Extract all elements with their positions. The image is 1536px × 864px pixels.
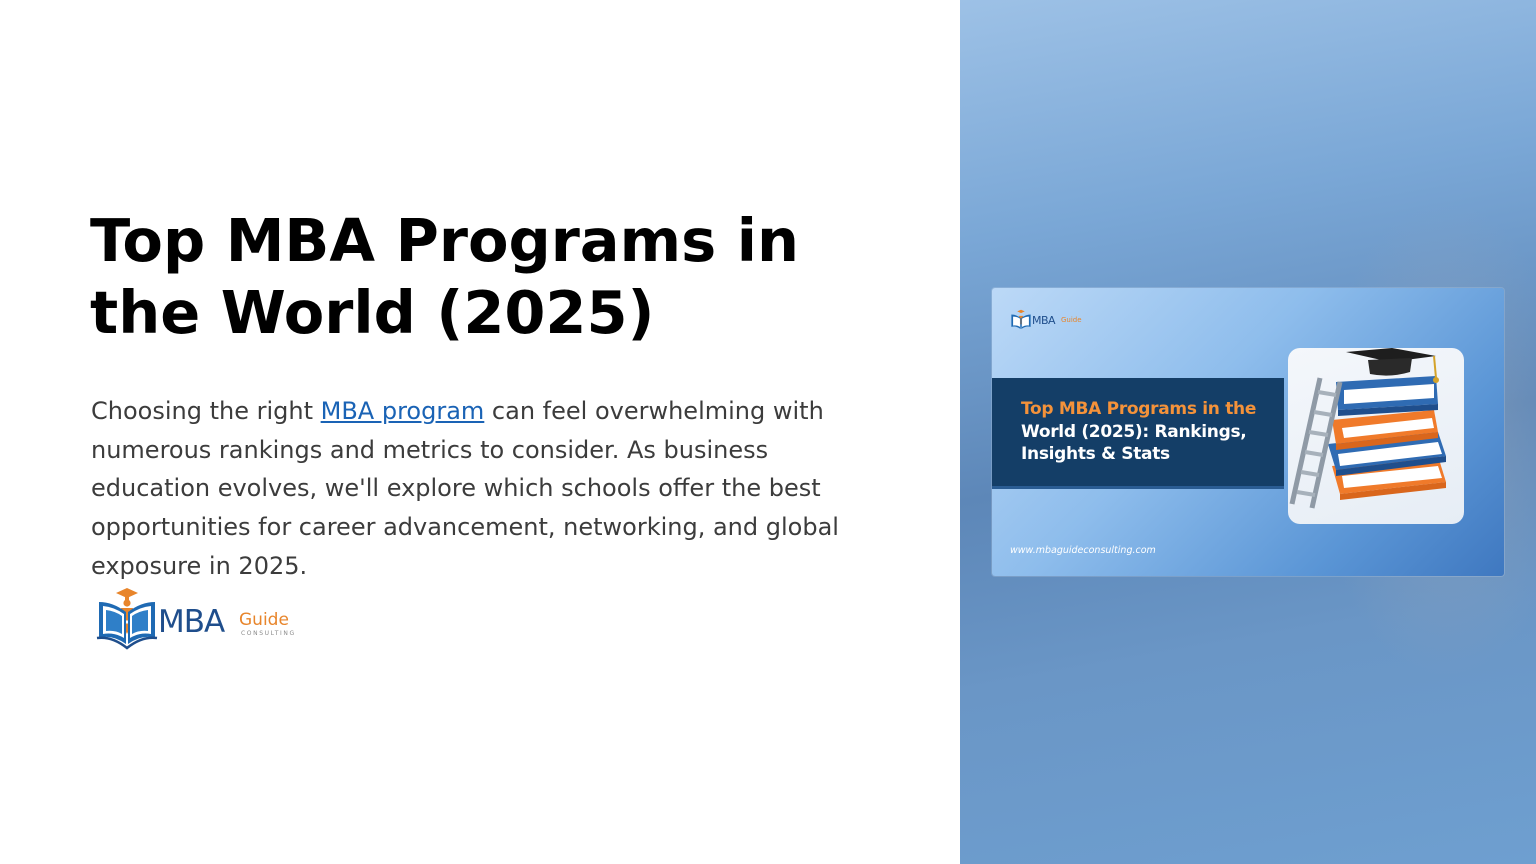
thumbnail-title-accent: Top MBA Programs in the <box>1021 399 1257 419</box>
thumbnail-logo-guide: Guide <box>1061 316 1082 324</box>
slide-body <box>91 392 881 586</box>
thumbnail-card[interactable] <box>992 288 1504 576</box>
thumbnail-logo-mba: MBA <box>1032 314 1056 327</box>
thumbnail-title <box>1021 398 1281 466</box>
logo-guide-text: Guide <box>239 610 289 630</box>
mba-guide-logo <box>96 586 306 650</box>
books-ladder-graduation-cap-icon <box>1288 348 1464 524</box>
thumbnail-title-rest: World (2025): Rankings, Insights & Stats <box>1021 421 1247 464</box>
logo-mba-text: MBA <box>158 604 225 640</box>
thumbnail-url: www.mbaguideconsulting.com <box>1010 545 1156 556</box>
body-text-intro: Choosing the right <box>91 397 321 425</box>
image-panel <box>960 0 1536 864</box>
body-text-rest: can feel overwhelming with numerous rankings and metrics to consider. As business education evolves, we'll explore which schools offer the best opportunities for career advancement, networking, and global exposure in 2025. <box>91 397 839 580</box>
open-book-graduate-icon <box>96 586 158 650</box>
thumbnail-logo <box>1010 309 1090 331</box>
open-book-graduate-icon <box>1010 309 1032 331</box>
books-illustration-frame <box>1288 348 1464 524</box>
logo-consulting-text: CONSULTING <box>241 630 296 637</box>
mba-program-link[interactable]: MBA program <box>320 397 485 425</box>
slide-title: Top MBA Programs in the World (2025) <box>90 206 799 347</box>
thumbnail-band-divider <box>992 486 1284 489</box>
